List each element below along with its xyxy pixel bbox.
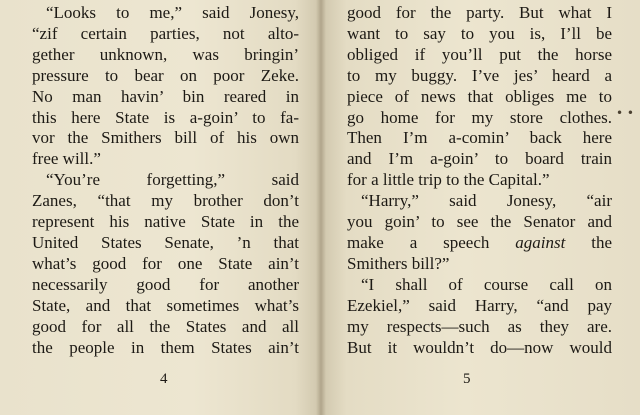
text-line: piece of news that obliges me to [347,86,612,106]
text-line: my respects—such as they are. [347,316,612,336]
page-number-right: 5 [463,371,471,387]
text-line: the people in them States ain’t [32,337,299,357]
text-line: State, and that sometimes what’s [32,295,299,315]
text-fragment: the [591,232,613,252]
text-line: free will.” [32,149,101,169]
text-line: United States Senate, ’n that [32,232,299,252]
right-page [321,0,640,415]
text-line: “Harry,” said Jonesy, “air [361,191,612,211]
text-line: “Looks to me,” said Jonesy, [46,3,299,22]
text-line: this here State is a-goin’ to fa- [32,107,299,127]
margin-mark-icon: • • [616,106,634,120]
text-line: pressure to bear on poor Zeke. [32,65,299,85]
text-line: what’s good for one State ain’t [32,253,299,273]
text-line: “You’re forgetting,” said [46,170,299,190]
text-line: good for all the States and all [32,316,299,336]
text-line: to my buggy. I’ve jes’ heard a [347,65,612,85]
italic-word: against [515,232,566,252]
text-line: “zif certain parties, not alto- [32,23,299,43]
text-line: No man havin’ bin reared in [32,86,299,106]
text-line [347,233,612,254]
text-line: Ezekiel,” said Harry, “and pay [347,295,612,315]
text-line: and I’m a-goin’ to board train [347,149,612,169]
left-page-text [32,3,299,358]
text-line: gether unknown, was bringin’ [32,44,299,64]
text-line: for a little trip to the Capital.” [347,170,550,190]
text-line: But it wouldn’t do—now would [347,337,612,357]
text-line: you goin’ to see the Senator and [347,212,612,232]
text-line: go home for my store clothes. [347,107,612,127]
text-fragment: make a speech [347,232,490,252]
text-line: Then I’m a-comin’ back here [347,128,612,148]
text-line: Smithers bill?” [347,253,450,273]
text-line: vor the Smithers bill of his own [32,128,299,148]
text-line: necessarily good for another [32,274,299,294]
text-line: “I shall of course call on [361,274,612,294]
text-line: want to say to you is, I’ll be [347,23,612,43]
text-line: represent his native State in the [32,212,299,232]
right-page-text [347,3,612,358]
text-line: good for the party. But what I [347,3,612,22]
page-number-left: 4 [160,371,168,387]
text-line: Zanes, “that my brother don’t [32,191,299,211]
text-line: obliged if you’ll put the horse [347,44,612,64]
